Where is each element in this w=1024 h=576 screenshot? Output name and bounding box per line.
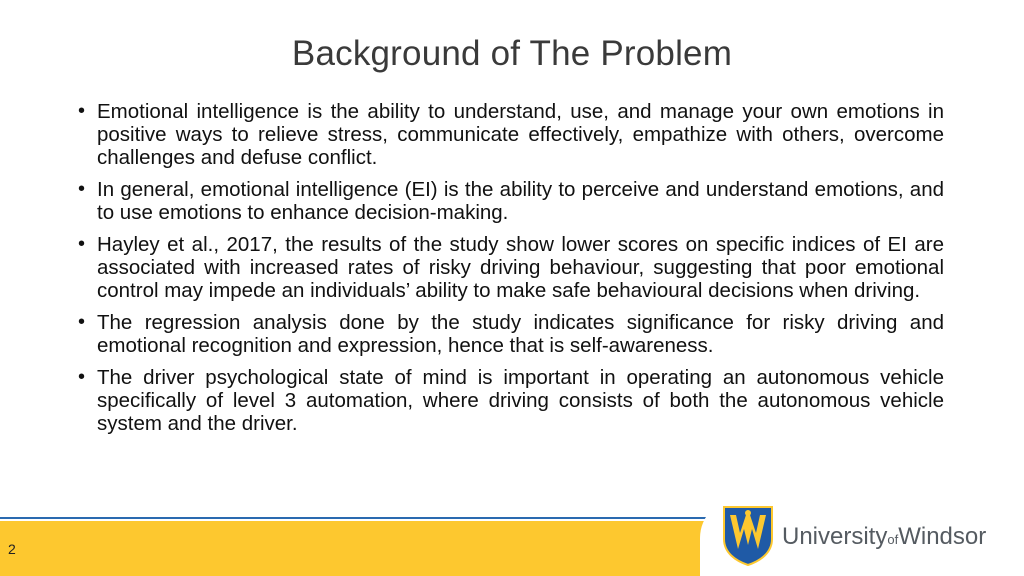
bullet-icon: •	[78, 366, 86, 388]
footer-divider	[0, 517, 720, 519]
bullet-text: Emotional intelligence is the ability to understand, use, and manage your own emotions in positive ways to relieve stress, communicate effectively, empathize with others, overcome challenges and defuse conflict.	[97, 100, 944, 169]
logo-word-windsor: Windsor	[898, 523, 987, 550]
bullet-text: In general, emotional intelligence (EI) is the ability to perceive and understand emotions, and to use emotions to enhance decision-making.	[97, 178, 944, 224]
logo-word-university: University	[782, 523, 888, 550]
bullet-list	[76, 100, 944, 444]
page-number: 2	[8, 541, 16, 557]
bullet-item	[76, 100, 944, 169]
university-shield-icon	[722, 505, 774, 567]
bullet-text: Hayley et al., 2017, the results of the study show lower scores on specific indices of EI are associated with increased rates of risky driving behaviour, suggesting that poor emotional control may impede an individuals’ ability to make safe behavioural decisions when driving.	[97, 233, 944, 302]
bullet-icon: •	[78, 100, 86, 122]
bullet-icon: •	[78, 311, 86, 333]
bullet-icon: •	[78, 233, 86, 255]
logo-word-of: of	[887, 532, 899, 547]
bullet-item	[76, 311, 944, 357]
bullet-item	[76, 178, 944, 224]
university-logo-text	[782, 523, 986, 551]
bullet-text: The regression analysis done by the study indicates significance for risky driving and emotional recognition and expression, hence that is self-awareness.	[97, 311, 944, 357]
bullet-item	[76, 233, 944, 302]
bullet-text: The driver psychological state of mind is important in operating an autonomous vehicle specifically of level 3 automation, where driving consists of both the autonomous vehicle system and the driver.	[97, 366, 944, 435]
bullet-icon: •	[78, 178, 86, 200]
bullet-item	[76, 366, 944, 435]
slide-title: Background of The Problem	[291, 34, 733, 73]
footer-bar	[0, 521, 720, 576]
